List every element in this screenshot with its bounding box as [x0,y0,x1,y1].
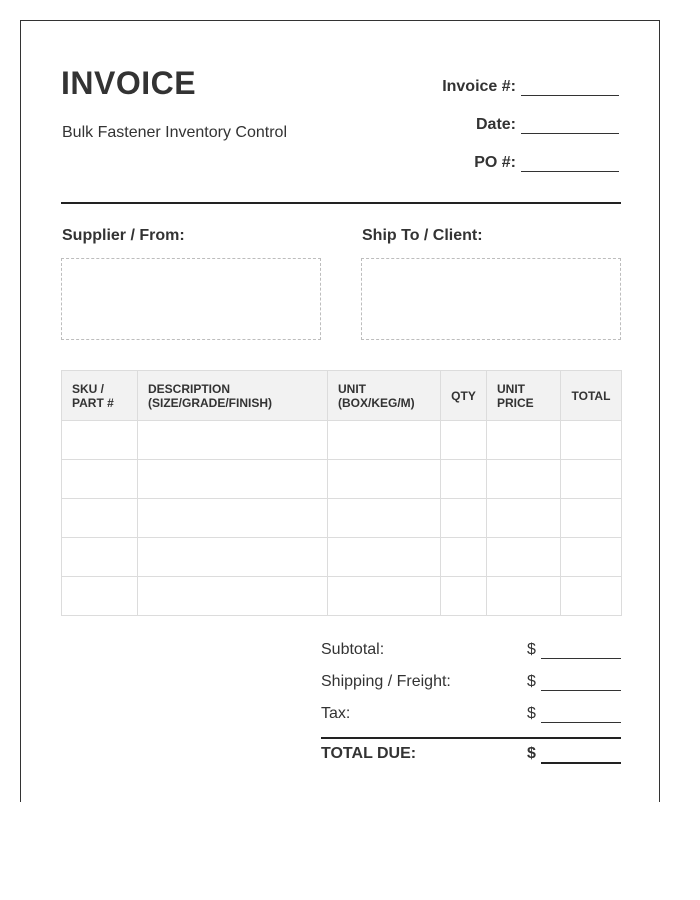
description-cell[interactable] [138,499,328,538]
total-due-blank[interactable] [541,762,621,764]
ship-to-label: Ship To / Client: [362,227,483,244]
total-cell[interactable] [561,460,622,499]
subtotal-currency: $ [527,641,536,658]
table-row [62,421,622,460]
total-due-label: TOTAL DUE: [321,745,417,762]
table-row [62,499,622,538]
total-cell[interactable] [561,421,622,460]
qty-cell[interactable] [441,577,487,616]
qty-cell[interactable] [441,499,487,538]
supplier-label: Supplier / From: [62,227,185,244]
col-header-sku: SKU / PART # [62,371,138,421]
invoice-title: INVOICE [61,65,197,101]
po-number-blank[interactable] [521,155,619,172]
unit-price-cell[interactable] [487,499,561,538]
unit-price-cell[interactable] [487,577,561,616]
subtotal-blank[interactable] [541,658,621,659]
description-cell[interactable] [138,538,328,577]
sku-cell[interactable] [62,538,138,577]
totals-divider [321,737,621,739]
col-header-unit: UNIT (BOX/KEG/M) [328,371,441,421]
unit-cell[interactable] [328,538,441,577]
tax-label: Tax: [321,705,351,722]
subtotal-label: Subtotal: [321,641,385,658]
po-number-field[interactable] [474,154,619,172]
unit-cell[interactable] [328,460,441,499]
tax-currency: $ [527,705,536,722]
header-divider [61,202,621,204]
unit-price-cell[interactable] [487,421,561,460]
shipping-blank[interactable] [541,690,621,691]
table-row [62,538,622,577]
shipping-currency: $ [527,673,536,690]
table-row [62,577,622,616]
supplier-address-box[interactable] [61,258,321,340]
sku-cell[interactable] [62,460,138,499]
sku-cell[interactable] [62,499,138,538]
total-cell[interactable] [561,499,622,538]
invoice-page [20,20,660,802]
unit-price-cell[interactable] [487,460,561,499]
total-due-currency: $ [527,745,536,762]
tax-blank[interactable] [541,722,621,723]
qty-cell[interactable] [441,538,487,577]
invoice-number-field[interactable] [442,78,619,96]
po-number-label: PO #: [474,154,516,171]
line-items-table [61,370,622,616]
unit-cell[interactable] [328,499,441,538]
table-row [62,460,622,499]
total-cell[interactable] [561,577,622,616]
date-label: Date: [475,116,516,133]
description-cell[interactable] [138,460,328,499]
total-cell[interactable] [561,538,622,577]
unit-price-cell[interactable] [487,538,561,577]
date-blank[interactable] [521,117,619,134]
table-header-row [62,371,622,421]
invoice-subtitle: Bulk Fastener Inventory Control [62,124,287,141]
col-header-description: DESCRIPTION (SIZE/GRADE/FINISH) [138,371,328,421]
date-field[interactable] [476,116,619,134]
invoice-number-label: Invoice #: [442,78,516,95]
unit-cell[interactable] [328,577,441,616]
invoice-number-blank[interactable] [521,79,619,96]
shipping-label: Shipping / Freight: [321,673,451,690]
description-cell[interactable] [138,577,328,616]
sku-cell[interactable] [62,577,138,616]
col-header-total: TOTAL [561,371,622,421]
col-header-unit-price: UNIT PRICE [487,371,561,421]
description-cell[interactable] [138,421,328,460]
unit-cell[interactable] [328,421,441,460]
sku-cell[interactable] [62,421,138,460]
ship-to-address-box[interactable] [361,258,621,340]
qty-cell[interactable] [441,460,487,499]
qty-cell[interactable] [441,421,487,460]
col-header-qty: QTY [441,371,487,421]
